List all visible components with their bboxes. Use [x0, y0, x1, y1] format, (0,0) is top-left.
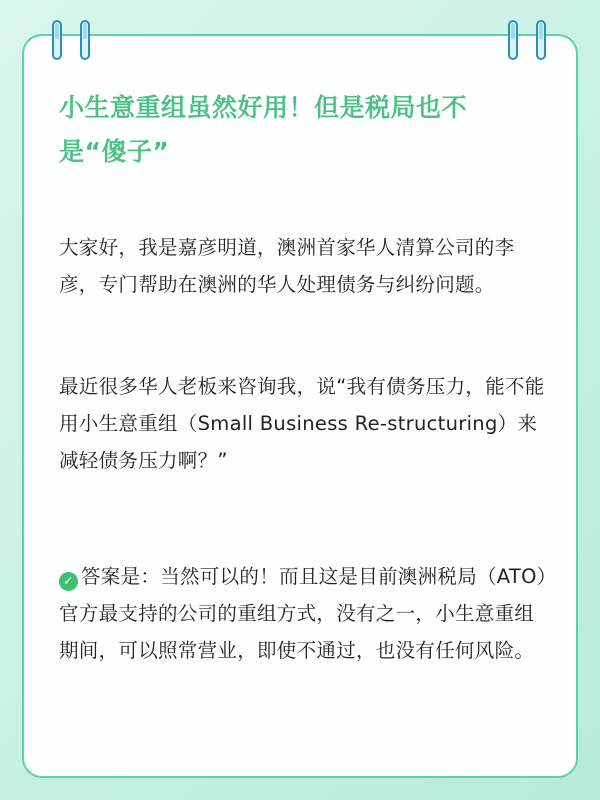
paragraph-intro: 大家好，我是嘉彦明道，澳洲首家华人清算公司的李彦，专门帮助在澳洲的华人处理债务与纠纷问题。 — [59, 236, 515, 296]
binder-ring-icon — [80, 20, 90, 60]
check-circle-icon: ✓ — [59, 572, 78, 591]
binder-ring-icon — [536, 20, 546, 60]
paragraph-answer — [59, 558, 549, 669]
binder-ring-icon — [508, 20, 518, 60]
binder-ring-icon — [52, 20, 62, 60]
answer-text: 答案是：当然可以的！而且这是目前澳洲税局（ATO）官方最支持的公司的重组方式，没有之一，小生意重组期间，可以照常营业，即使不通过，也没有任何风险。 — [59, 565, 547, 662]
page-title: 小生意重组虽然好用！但是税局也不是“傻子” — [59, 93, 468, 166]
paragraph-question: 最近很多华人老板来咨询我，说“我有债务压力，能不能用小生意重组（Small Business Re-structuring）来减轻债务压力啊？” — [59, 375, 545, 472]
